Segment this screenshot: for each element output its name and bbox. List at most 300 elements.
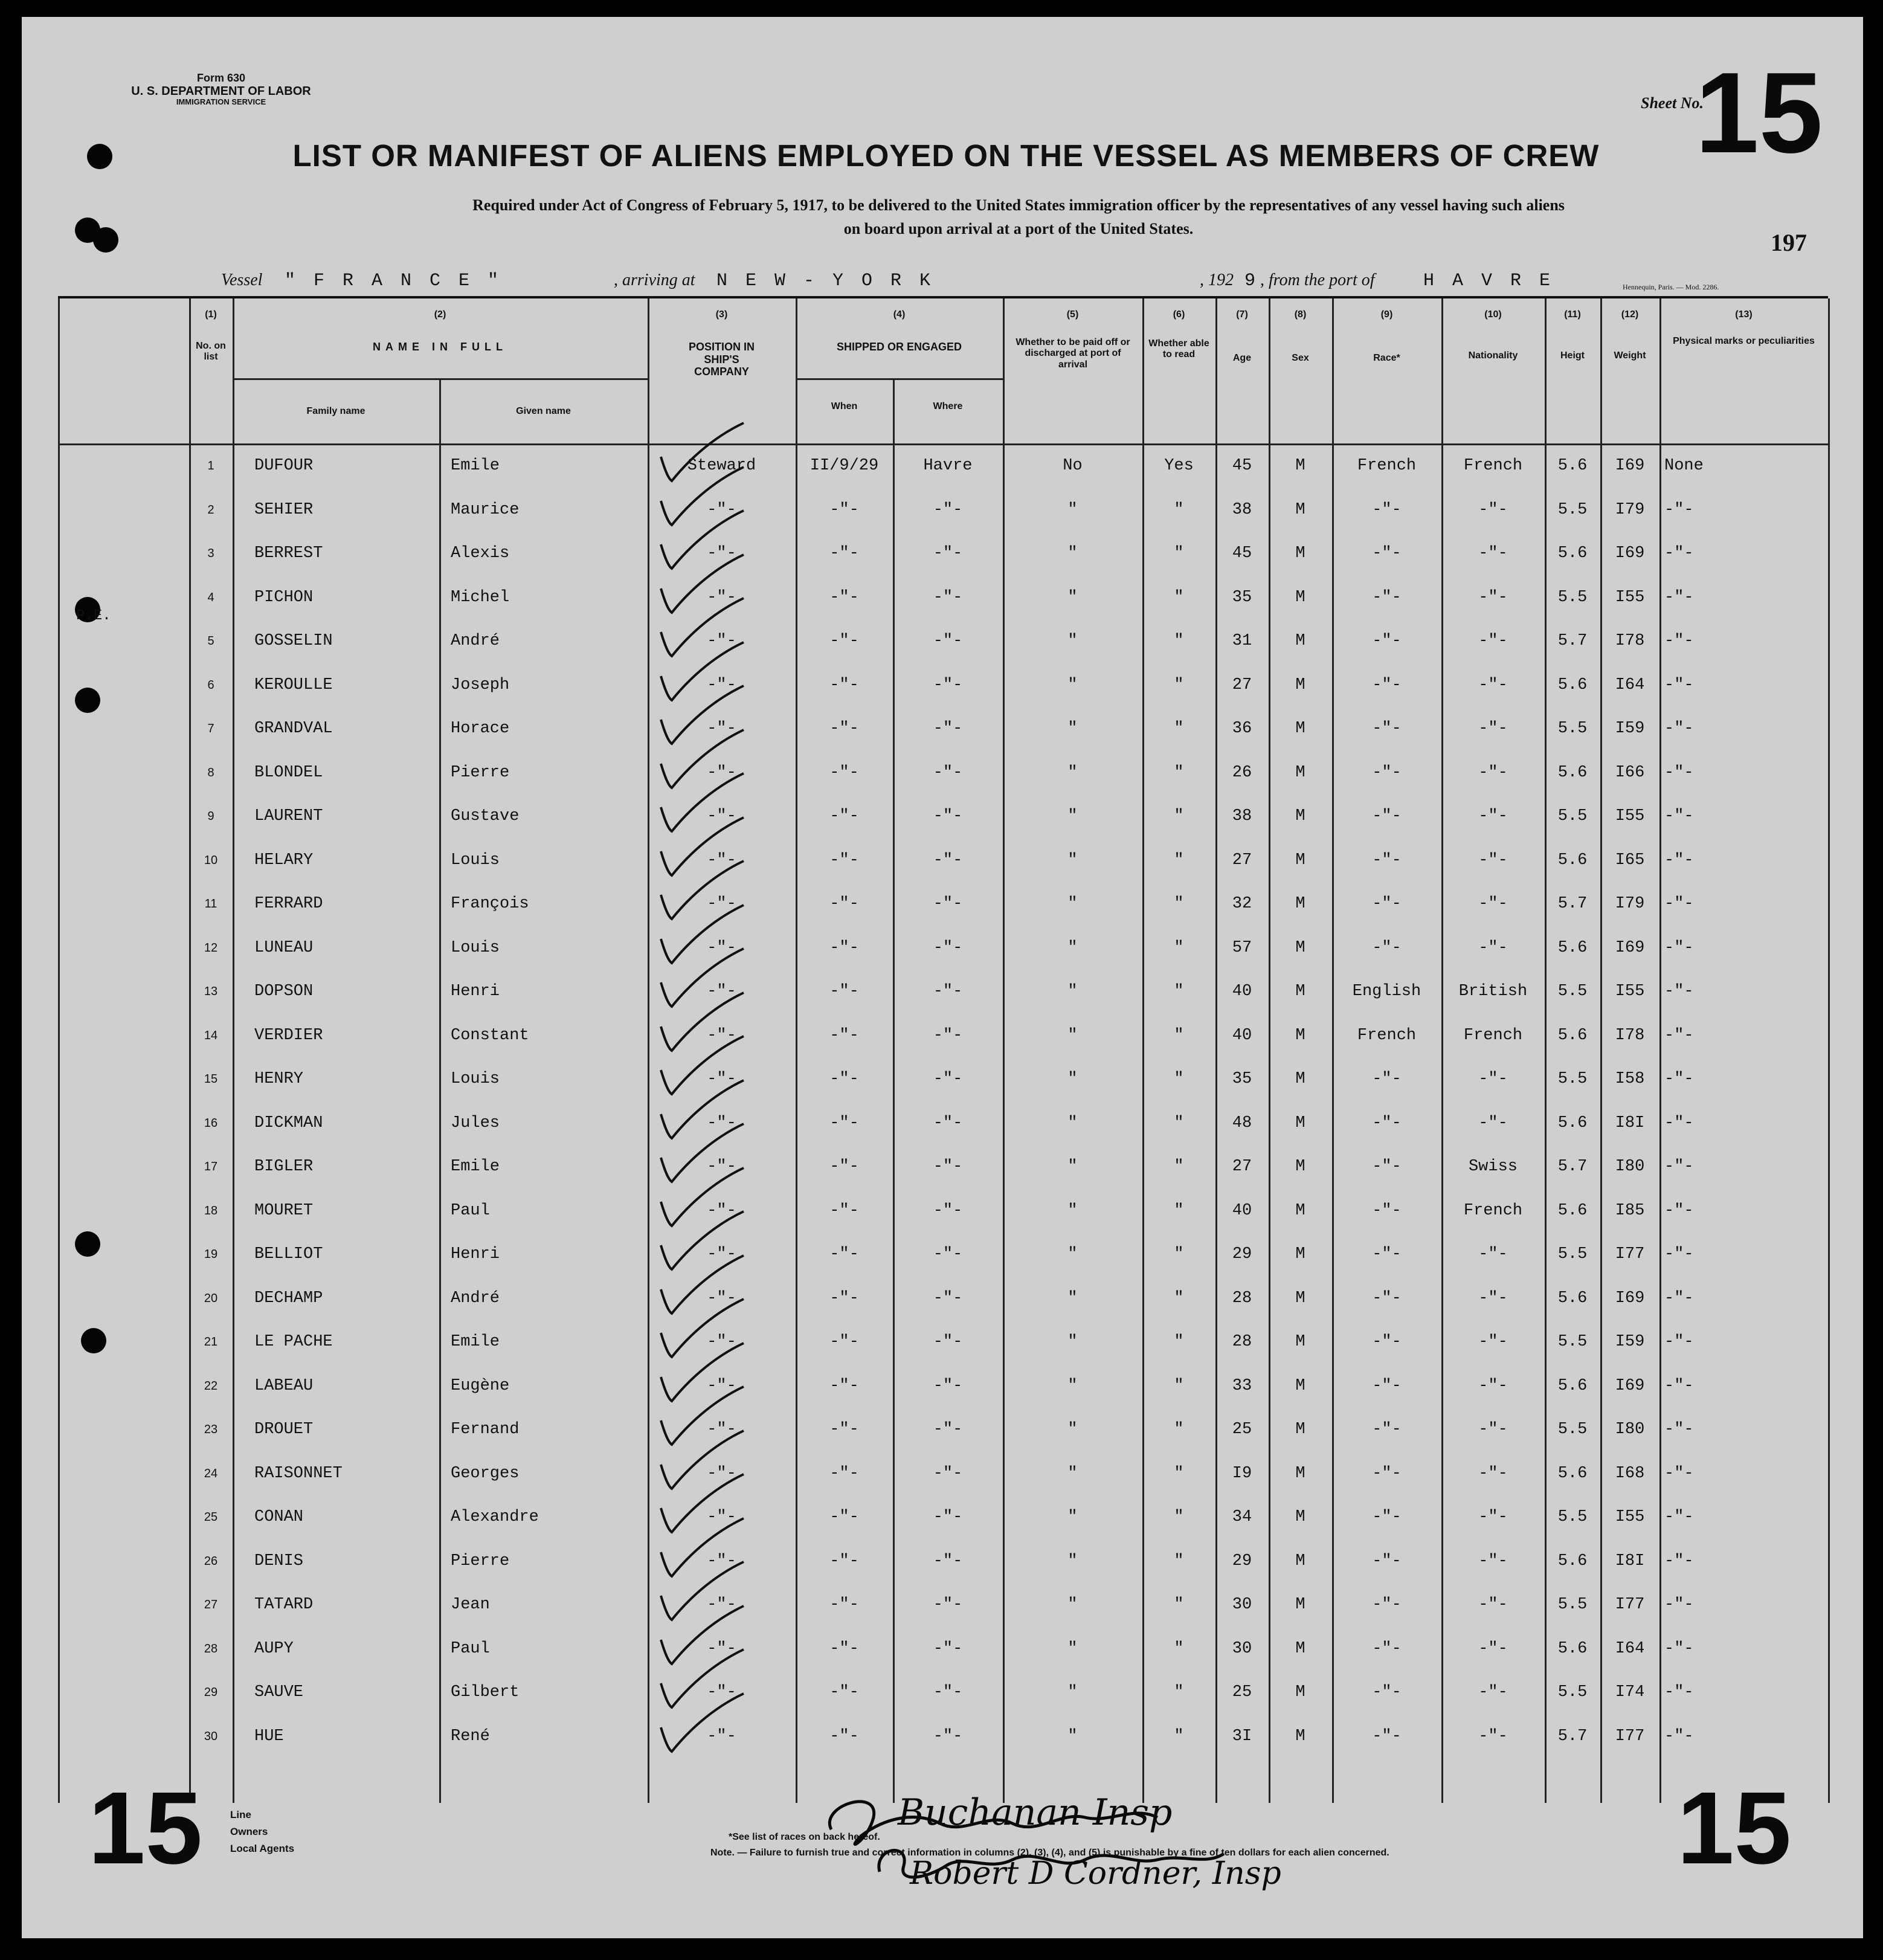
race: -"- [1372, 938, 1402, 957]
inspector-signatures [807, 1781, 1281, 1902]
age: 40 [1232, 1026, 1252, 1045]
margin-note: P.E. [76, 608, 111, 624]
line-label: Line [230, 1809, 251, 1820]
weight: I69 [1615, 1289, 1645, 1307]
weight: I64 [1615, 1639, 1645, 1658]
form-header [121, 73, 321, 106]
physical-marks: -"- [1664, 544, 1694, 563]
given-name: Emile [451, 1158, 500, 1176]
height: 5.6 [1557, 1289, 1588, 1307]
position: Steward [687, 457, 756, 475]
able-to-read: " [1174, 1596, 1184, 1614]
weight: I8I [1615, 1114, 1645, 1132]
able-to-read: " [1174, 1289, 1184, 1307]
family-name: LABEAU [254, 1376, 314, 1395]
weight: I59 [1615, 720, 1645, 738]
sex: M [1295, 895, 1305, 913]
nationality: French [1463, 457, 1523, 475]
age: 28 [1232, 1289, 1252, 1307]
nationality: -"- [1478, 1114, 1508, 1132]
col2-number: (2) [434, 309, 446, 320]
physical-marks: -"- [1664, 1376, 1694, 1395]
nationality: -"- [1478, 895, 1508, 913]
sex: M [1295, 1508, 1305, 1526]
row-number: 19 [204, 1248, 218, 1261]
given-name: Henri [451, 982, 500, 1001]
paid-off: " [1067, 588, 1078, 607]
given-name: Constant [451, 1026, 529, 1045]
col11-number: (11) [1564, 309, 1581, 320]
shipped-when: -"- [829, 938, 859, 957]
position: -"- [707, 1245, 736, 1263]
race: -"- [1372, 544, 1402, 563]
shipped-when: -"- [829, 1026, 859, 1045]
sex: M [1295, 1376, 1305, 1395]
height: 5.6 [1557, 763, 1588, 782]
race: -"- [1372, 895, 1402, 913]
col1-number: (1) [205, 309, 217, 320]
sex: M [1295, 1464, 1305, 1483]
row-number: 23 [204, 1423, 218, 1436]
age: 48 [1232, 1114, 1252, 1132]
able-to-read: " [1174, 1420, 1184, 1439]
shipped-where: -"- [933, 1639, 963, 1658]
shipped-when: -"- [829, 1158, 859, 1176]
owners-label: Owners [230, 1826, 268, 1838]
age: 30 [1232, 1596, 1252, 1614]
family-name: SEHIER [254, 500, 314, 519]
weight: I80 [1615, 1158, 1645, 1176]
shipped-when: -"- [829, 763, 859, 782]
shipped-when: -"- [829, 544, 859, 563]
sex: M [1295, 544, 1305, 563]
from-port: H A V R E [1423, 271, 1554, 291]
weight: I74 [1615, 1683, 1645, 1701]
row-number: 26 [204, 1554, 218, 1568]
position: -"- [707, 1158, 736, 1176]
sex: M [1295, 457, 1305, 475]
sex: M [1295, 632, 1305, 650]
race: -"- [1372, 1464, 1402, 1483]
weight: I59 [1615, 1333, 1645, 1351]
able-to-read: " [1174, 1201, 1184, 1220]
position: -"- [707, 1376, 736, 1395]
sex: M [1295, 938, 1305, 957]
physical-marks: -"- [1664, 807, 1694, 825]
weight: I58 [1615, 1070, 1645, 1088]
shipped-when: -"- [829, 1552, 859, 1570]
age: 25 [1232, 1683, 1252, 1701]
shipped-where: -"- [933, 1070, 963, 1088]
col2-family-header: Family name [306, 406, 365, 416]
paid-off: " [1067, 895, 1078, 913]
weight: I64 [1615, 675, 1645, 694]
footnote-races: *See list of races on back hereof. [729, 1832, 880, 1842]
age: 45 [1232, 457, 1252, 475]
sex: M [1295, 1639, 1305, 1658]
vessel-label: Vessel [221, 271, 263, 289]
sex: M [1295, 1727, 1305, 1746]
age: 35 [1232, 1070, 1252, 1088]
able-to-read: " [1174, 1727, 1184, 1746]
physical-marks: -"- [1664, 1639, 1694, 1658]
position: -"- [707, 1596, 736, 1614]
able-to-read: " [1174, 1464, 1184, 1483]
family-name: SAUVE [254, 1683, 304, 1701]
nationality: -"- [1478, 1289, 1508, 1307]
height: 5.6 [1557, 457, 1588, 475]
height: 5.5 [1557, 982, 1588, 1001]
position: -"- [707, 544, 736, 563]
paid-off: " [1067, 1420, 1078, 1439]
shipped-where: -"- [933, 938, 963, 957]
nationality: -"- [1478, 807, 1508, 825]
paid-off: " [1067, 982, 1078, 1001]
age: 3I [1232, 1727, 1252, 1746]
paid-off: " [1067, 851, 1078, 869]
shipped-where: -"- [933, 1376, 963, 1395]
given-name: Jean [451, 1596, 490, 1614]
able-to-read: " [1174, 1683, 1184, 1701]
sex: M [1295, 1245, 1305, 1263]
able-to-read: " [1174, 500, 1184, 519]
given-name: Louis [451, 851, 500, 869]
year-digit: 9 [1244, 271, 1256, 291]
position: -"- [707, 1114, 736, 1132]
year-prefix: , 192 [1200, 271, 1234, 289]
sex: M [1295, 1158, 1305, 1176]
height: 5.5 [1557, 1070, 1588, 1088]
paid-off: " [1067, 1158, 1078, 1176]
able-to-read: " [1174, 938, 1184, 957]
given-name: Joseph [451, 675, 510, 694]
age: 33 [1232, 1376, 1252, 1395]
nationality: -"- [1478, 1727, 1508, 1746]
physical-marks: -"- [1664, 1683, 1694, 1701]
nationality: Swiss [1468, 1158, 1518, 1176]
race: -"- [1372, 1376, 1402, 1395]
sex: M [1295, 1333, 1305, 1351]
weight: I8I [1615, 1552, 1645, 1570]
position: -"- [707, 1201, 736, 1220]
physical-marks: -"- [1664, 1289, 1694, 1307]
height: 5.6 [1557, 1201, 1588, 1220]
shipped-where: -"- [933, 1026, 963, 1045]
shipped-where: -"- [933, 632, 963, 650]
paid-off: " [1067, 1464, 1078, 1483]
height: 5.6 [1557, 1114, 1588, 1132]
shipped-where: -"- [933, 1201, 963, 1220]
col7-header: Age [1232, 353, 1252, 363]
col4-header: SHIPPED OR ENGAGED [836, 341, 962, 353]
paid-off: " [1067, 720, 1078, 738]
physical-marks: -"- [1664, 1596, 1694, 1614]
able-to-read: " [1174, 1026, 1184, 1045]
physical-marks: -"- [1664, 938, 1694, 957]
row-number: 29 [204, 1686, 218, 1699]
given-name: Gilbert [451, 1683, 520, 1701]
shipped-when: -"- [829, 1114, 859, 1132]
shipped-where: -"- [933, 1114, 963, 1132]
nationality: -"- [1478, 1508, 1508, 1526]
age: 40 [1232, 982, 1252, 1001]
physical-marks: -"- [1664, 588, 1694, 607]
col4-number: (4) [893, 309, 906, 320]
able-to-read: " [1174, 544, 1184, 563]
given-name: Horace [451, 720, 510, 738]
able-to-read: " [1174, 982, 1184, 1001]
shipped-when: -"- [829, 720, 859, 738]
row-number: 1 [207, 459, 214, 472]
height: 5.5 [1557, 1333, 1588, 1351]
physical-marks: -"- [1664, 1552, 1694, 1570]
age: 29 [1232, 1245, 1252, 1263]
vessel-name: " F R A N C E " [285, 271, 503, 291]
height: 5.5 [1557, 1683, 1588, 1701]
vessel-line [221, 271, 1864, 295]
age: 31 [1232, 632, 1252, 650]
given-name: Michel [451, 588, 510, 607]
shipped-where: -"- [933, 544, 963, 563]
shipped-when: -"- [829, 1727, 859, 1746]
shipped-where: -"- [933, 1552, 963, 1570]
nationality: -"- [1478, 1464, 1508, 1483]
physical-marks: None [1664, 457, 1704, 475]
weight: I79 [1615, 500, 1645, 519]
sex: M [1295, 982, 1305, 1001]
family-name: DECHAMP [254, 1289, 323, 1307]
family-name: DROUET [254, 1420, 314, 1439]
row-number: 6 [207, 678, 214, 692]
height: 5.5 [1557, 500, 1588, 519]
physical-marks: -"- [1664, 1727, 1694, 1746]
family-name: KEROULLE [254, 675, 333, 694]
nationality: -"- [1478, 1070, 1508, 1088]
able-to-read: " [1174, 763, 1184, 782]
shipped-where: -"- [933, 1245, 963, 1263]
paid-off: " [1067, 1552, 1078, 1570]
weight: I69 [1615, 457, 1645, 475]
shipped-when: -"- [829, 1333, 859, 1351]
paid-off: " [1067, 1639, 1078, 1658]
position: -"- [707, 1683, 736, 1701]
given-name: François [451, 895, 529, 913]
sheet-code: 197 [1771, 229, 1807, 256]
footnote-penalty: Note. — Failure to furnish true and correct information in columns (2), (3), (4), and (5) is punishable by a fine of ten dollars for each alien concerned. [710, 1847, 1389, 1858]
col12-number: (12) [1621, 309, 1639, 320]
age: 45 [1232, 544, 1252, 563]
given-name: Louis [451, 1070, 500, 1088]
age: 29 [1232, 1552, 1252, 1570]
age: 26 [1232, 763, 1252, 782]
weight: I80 [1615, 1420, 1645, 1439]
given-name: André [451, 632, 500, 650]
form-number: Form 630 [196, 72, 246, 84]
height: 5.6 [1557, 1026, 1588, 1045]
shipped-where: -"- [933, 1420, 963, 1439]
weight: I78 [1615, 632, 1645, 650]
race: -"- [1372, 1552, 1402, 1570]
nationality: -"- [1478, 588, 1508, 607]
nationality: -"- [1478, 851, 1508, 869]
nationality: -"- [1478, 1376, 1508, 1395]
sex: M [1295, 1289, 1305, 1307]
height: 5.6 [1557, 1464, 1588, 1483]
col5-header: Whether to be paid off or discharged at port of arrival [1016, 337, 1130, 370]
paid-off: " [1067, 1596, 1078, 1614]
age: 30 [1232, 1639, 1252, 1658]
position: -"- [707, 1420, 736, 1439]
position: -"- [707, 675, 736, 694]
paid-off: " [1067, 1114, 1078, 1132]
physical-marks: -"- [1664, 720, 1694, 738]
family-name: LE PACHE [254, 1333, 333, 1351]
shipped-where: -"- [933, 1727, 963, 1746]
shipped-when: -"- [829, 632, 859, 650]
col8-number: (8) [1294, 309, 1307, 320]
physical-marks: -"- [1664, 895, 1694, 913]
punch-hole [93, 227, 118, 253]
family-name: DICKMAN [254, 1114, 323, 1132]
race: -"- [1372, 500, 1402, 519]
position: -"- [707, 500, 736, 519]
col9-number: (9) [1380, 309, 1393, 320]
col13-number: (13) [1735, 309, 1753, 320]
age: 35 [1232, 588, 1252, 607]
weight: I55 [1615, 807, 1645, 825]
weight: I85 [1615, 1201, 1645, 1220]
physical-marks: -"- [1664, 763, 1694, 782]
height: 5.5 [1557, 1596, 1588, 1614]
nationality: French [1463, 1201, 1523, 1220]
col4-where-header: Where [933, 401, 963, 411]
age: 27 [1232, 675, 1252, 694]
given-name: Pierre [451, 763, 510, 782]
family-name: BELLIOT [254, 1245, 323, 1263]
paid-off: " [1067, 632, 1078, 650]
race: French [1357, 457, 1417, 475]
shipped-when: -"- [829, 1201, 859, 1220]
height: 5.6 [1557, 1639, 1588, 1658]
paid-off: " [1067, 1026, 1078, 1045]
able-to-read: " [1174, 1245, 1184, 1263]
arriving-port: N E W - Y O R K [716, 271, 935, 291]
nationality: -"- [1478, 938, 1508, 957]
shipped-where: Havre [923, 457, 973, 475]
weight: I78 [1615, 1026, 1645, 1045]
nationality: -"- [1478, 544, 1508, 563]
family-name: HENRY [254, 1070, 304, 1088]
position: -"- [707, 1289, 736, 1307]
nationality: -"- [1478, 1245, 1508, 1263]
able-to-read: " [1174, 720, 1184, 738]
col3-number: (3) [715, 309, 728, 320]
nationality: -"- [1478, 1552, 1508, 1570]
paid-off: " [1067, 500, 1078, 519]
col6-header: Whether able to read [1148, 338, 1209, 360]
sex: M [1295, 500, 1305, 519]
position: -"- [707, 807, 736, 825]
family-name: FERRARD [254, 895, 323, 913]
race: -"- [1372, 1639, 1402, 1658]
row-number: 14 [204, 1028, 218, 1042]
given-name: Alexandre [451, 1508, 539, 1526]
sex: M [1295, 851, 1305, 869]
physical-marks: -"- [1664, 675, 1694, 694]
shipped-when: -"- [829, 1683, 859, 1701]
weight: I55 [1615, 1508, 1645, 1526]
shipped-when: II/9/29 [810, 457, 879, 475]
shipped-when: -"- [829, 1464, 859, 1483]
shipped-where: -"- [933, 1289, 963, 1307]
age: 25 [1232, 1420, 1252, 1439]
family-name: RAISONNET [254, 1464, 343, 1483]
race: -"- [1372, 1333, 1402, 1351]
position: -"- [707, 1727, 736, 1746]
race: -"- [1372, 720, 1402, 738]
height: 5.5 [1557, 1508, 1588, 1526]
shipped-where: -"- [933, 982, 963, 1001]
nationality: -"- [1478, 1683, 1508, 1701]
row-number: 17 [204, 1160, 218, 1173]
age: 40 [1232, 1201, 1252, 1220]
height: 5.5 [1557, 588, 1588, 607]
race: -"- [1372, 675, 1402, 694]
height: 5.7 [1557, 1727, 1588, 1746]
weight: I66 [1615, 763, 1645, 782]
race: -"- [1372, 1114, 1402, 1132]
age: I9 [1232, 1464, 1252, 1483]
given-name: Alexis [451, 544, 510, 563]
race: -"- [1372, 1420, 1402, 1439]
sheet-label: Sheet No. [1641, 94, 1704, 112]
race: -"- [1372, 1158, 1402, 1176]
row-number: 22 [204, 1379, 218, 1393]
race: English [1352, 982, 1421, 1001]
position: -"- [707, 720, 736, 738]
family-name: MOURET [254, 1201, 314, 1220]
position: -"- [707, 588, 736, 607]
position: -"- [707, 1464, 736, 1483]
family-name: LAURENT [254, 807, 323, 825]
shipped-when: -"- [829, 675, 859, 694]
position: -"- [707, 938, 736, 957]
given-name: André [451, 1289, 500, 1307]
family-name: BIGLER [254, 1158, 314, 1176]
paid-off: " [1067, 763, 1078, 782]
paid-off: " [1067, 675, 1078, 694]
position: -"- [707, 632, 736, 650]
weight: I77 [1615, 1596, 1645, 1614]
row-number: 4 [207, 590, 214, 604]
able-to-read: " [1174, 1158, 1184, 1176]
weight: I79 [1615, 895, 1645, 913]
race: -"- [1372, 1201, 1402, 1220]
height: 5.6 [1557, 544, 1588, 563]
physical-marks: -"- [1664, 1333, 1694, 1351]
sex: M [1295, 1114, 1305, 1132]
age: 34 [1232, 1508, 1252, 1526]
row-number: 30 [204, 1729, 218, 1743]
given-name: Paul [451, 1201, 490, 1220]
paid-off: " [1067, 1508, 1078, 1526]
from-label: , from the port of [1260, 271, 1375, 289]
row-number: 9 [207, 810, 214, 823]
physical-marks: -"- [1664, 982, 1694, 1001]
able-to-read: " [1174, 807, 1184, 825]
able-to-read: " [1174, 675, 1184, 694]
age: 27 [1232, 1158, 1252, 1176]
